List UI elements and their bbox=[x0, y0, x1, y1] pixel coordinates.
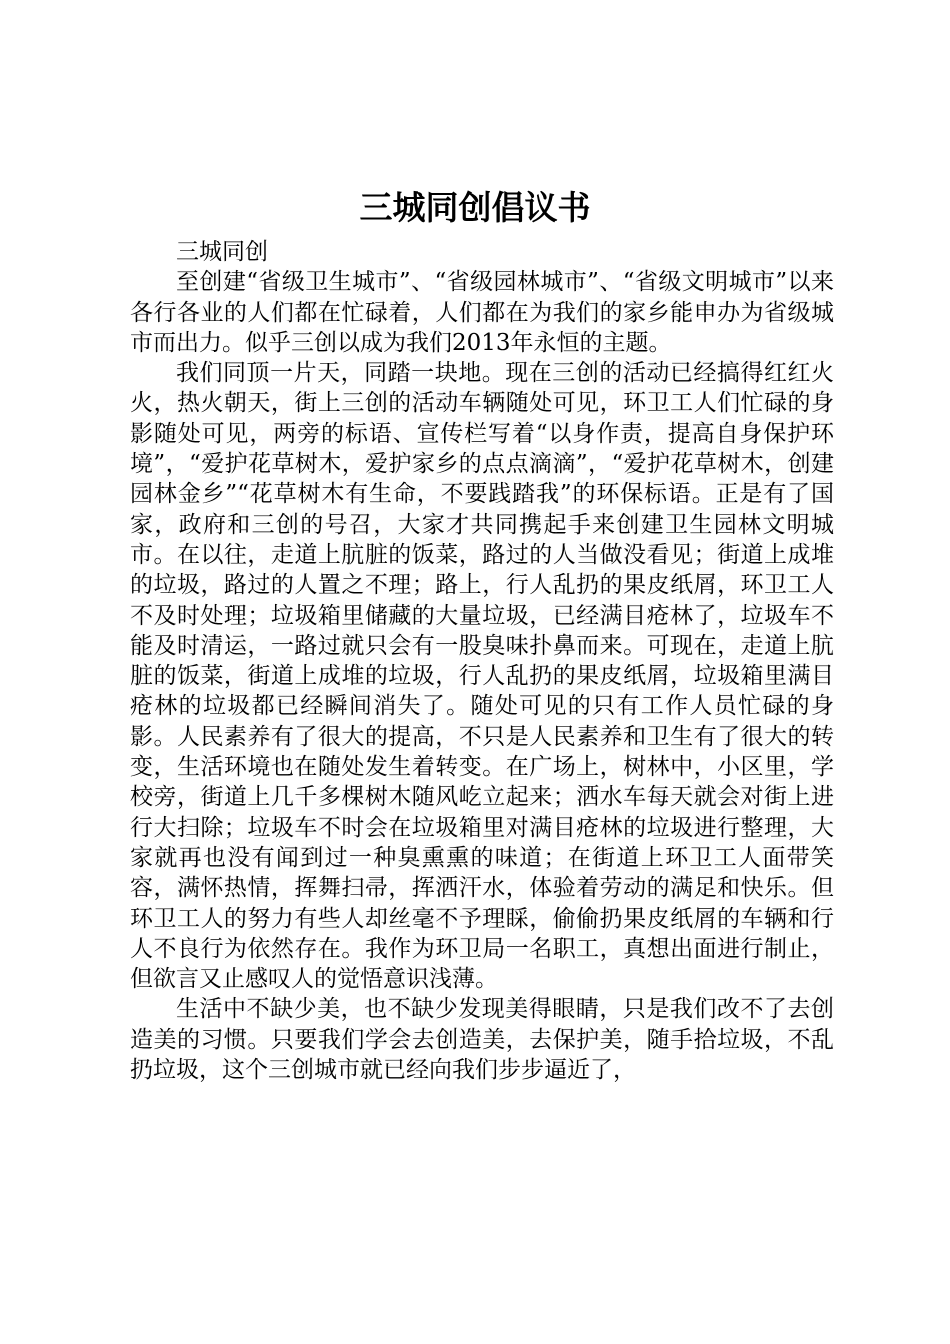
paragraph-main: 我们同顶一片天，同踏一块地。现在三创的活动已经搞得红红火火，热火朝天，街上三创的活动车辆随处可见，环卫工人们忙碌的身影随处可见，两旁的标语、宣传栏写着“以身作责，提高自身保护环境”，“爱护花草树木，爱护家乡的点点滴滴”，“爱护花草树木，创建园林金乡”“花草树木有生命，不要践踏我”的环保标语。正是有了国家，政府和三创的号召，大家才共同携起手来创建卫生园林文明城市。在以往，走道上肮脏的饭菜，路过的人当做没看见；街道上成堆的垃圾，路过的人置之不理；路上，行人乱扔的果皮纸屑，环卫工人不及时处理；垃圾箱里储藏的大量垃圾，已经满目疮林了，垃圾车不能及时清运，一路过就只会有一股臭味扑鼻而来。可现在，走道上肮脏的饭菜，街道上成堆的垃圾，行人乱扔的果皮纸屑，垃圾箱里满目疮林的垃圾都已经瞬间消失了。随处可见的只有工作人员忙碌的身影。人民素养有了很大的提高，不只是人民素养和卫生有了很大的转变，生活环境也在随处发生着转变。在广场上，树林中，小区里，学校旁，街道上几千多棵树木随风屹立起来；洒水车每天就会对街上进行大扫除；垃圾车不时会在垃圾箱里对满目疮林的垃圾进行整理，大家就再也没有闻到过一种臭熏熏的味道；在街道上环卫工人面带笑容，满怀热情，挥舞扫帚，挥洒汗水，体验着劳动的满足和快乐。但环卫工人的努力有些人却丝毫不予理睬，偷偷扔果皮纸屑的车辆和行人不良行为依然存在。我作为环卫局一名职工，真想出面进行制止，但欲言又止感叹人的觉悟意识浅薄。 bbox=[130, 360, 834, 993]
paragraph-closing: 生活中不缺少美，也不缺少发现美得眼睛，只是我们改不了去创造美的习惯。只要我们学会去创造美，去保护美，随手拾垃圾，不乱扔垃圾，这个三创城市就已经向我们步步逼近了， bbox=[130, 996, 834, 1084]
paragraph-subtitle: 三城同创 bbox=[176, 239, 268, 265]
document-body bbox=[130, 237, 834, 1085]
paragraph-intro: 至创建“省级卫生城市”、“省级园林城市”、“省级文明城市”以来各行各业的人们都在忙碌着，人们都在为我们的家乡能申办为省级城市而出力。似乎三创以成为我们2013年永恒的主题。 bbox=[130, 269, 834, 356]
document-title: 三城同创倡议书 bbox=[359, 188, 591, 227]
